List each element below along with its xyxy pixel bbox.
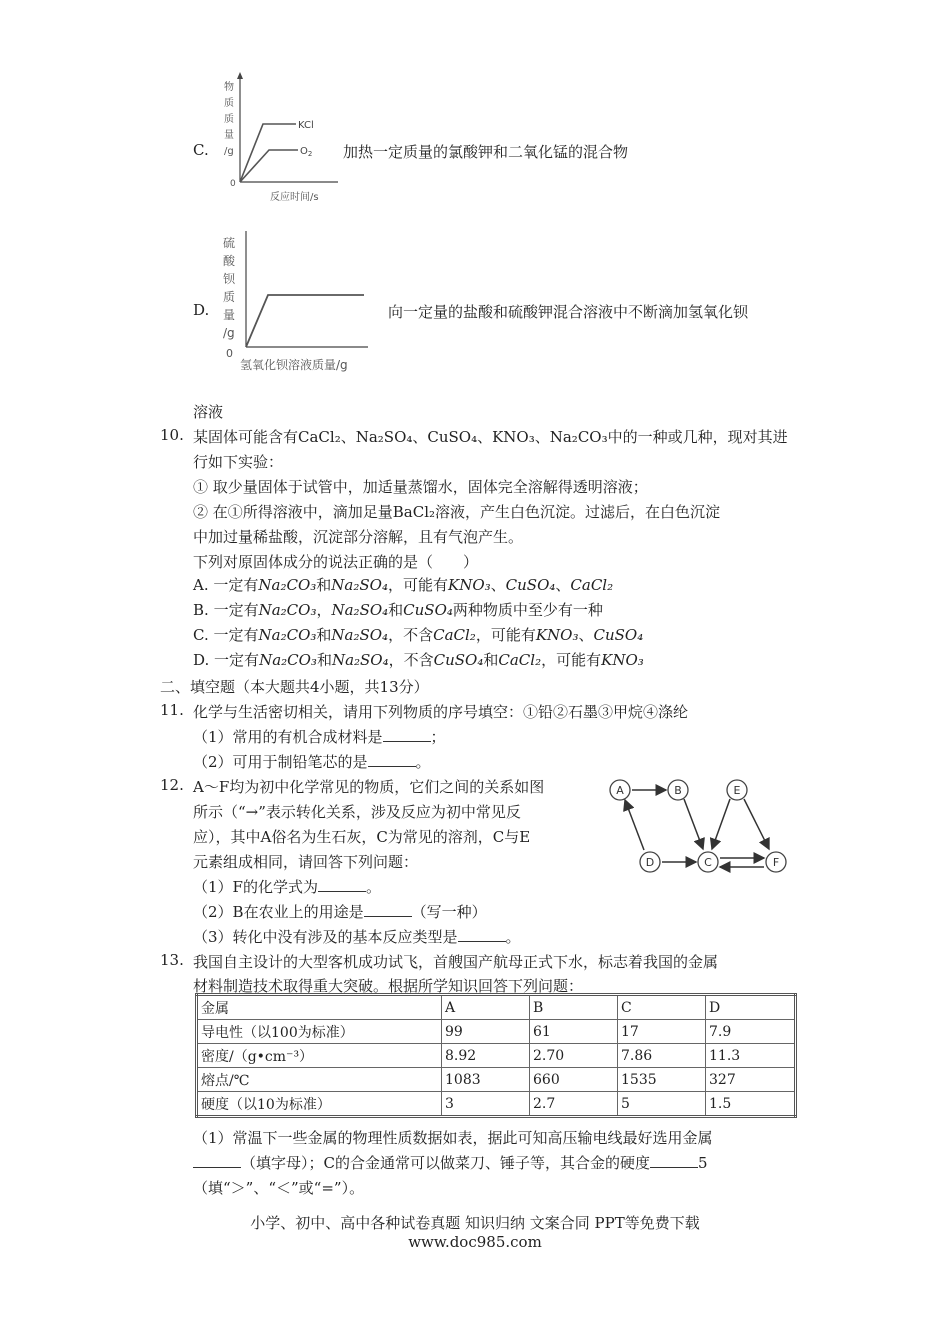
q11-sub-2: （2）可用于制铅笔芯的是 。	[193, 753, 431, 771]
table-cell: 2.7	[530, 1092, 618, 1117]
table-cell: 5	[618, 1092, 706, 1117]
q12-sub-1: （1）F的化学式为 。	[193, 878, 381, 896]
q12-stem-3: 应），其中A俗名为生石灰，C为常见的溶剂，C与E	[193, 828, 531, 846]
table-cell: D	[706, 995, 796, 1020]
node-a	[610, 780, 630, 800]
baso4-graph	[220, 225, 380, 375]
graph-c-xlabel: 反应时间/s	[270, 192, 319, 203]
q12-stem-2: 所示（“→”表示转化关系，涉及反应为初中常见反	[193, 803, 521, 821]
q10-step-2: ② 在①所得溶液中，滴加足量BaCl₂溶液，产生白色沉淀。过滤后，在白色沉淀	[193, 503, 721, 521]
table-cell: 密度/（g•cm⁻³）	[197, 1044, 442, 1068]
q12-sub-3: （3）转化中没有涉及的基本反应类型是 。	[193, 928, 521, 946]
table-cell: 8.92	[442, 1044, 530, 1068]
answer-blank[interactable]	[364, 903, 412, 917]
svg-text:E: E	[733, 784, 741, 797]
table-row	[197, 1068, 796, 1092]
table-cell: 99	[442, 1020, 530, 1044]
node-b	[668, 780, 688, 800]
answer-blank[interactable]	[383, 728, 431, 742]
baso4-line	[246, 295, 364, 347]
q13-sub-1-cont: （填字母）；C的合金通常可以做菜刀、锤子等，其合金的硬度 5	[193, 1152, 708, 1173]
q10-option-a: A. 一定有Na₂CO₃和Na₂SO₄，可能有KNO₃、CuSO₄、CaCl₂	[193, 576, 614, 594]
table-cell: 7.9	[706, 1020, 796, 1044]
answer-blank[interactable]	[318, 878, 366, 892]
q10-question: 下列对原固体成分的说法正确的是（ ）	[193, 553, 479, 571]
node-e	[727, 780, 747, 800]
answer-blank[interactable]	[368, 753, 416, 767]
q13-number: 13.	[160, 951, 184, 969]
svg-text:质: 质	[224, 114, 234, 125]
svg-text:/g: /g	[224, 146, 234, 157]
q12-stem-4: 元素组成相同，请回答下列问题：	[193, 853, 419, 871]
graph-d-ylabel	[223, 235, 236, 340]
node-d	[640, 852, 660, 872]
q11-sub-1: （1）常用的有机合成材料是 ；	[193, 728, 446, 746]
section-2-heading: 二、填空题（本大题共4小题，共13分）	[160, 678, 429, 696]
table-cell: 17	[618, 1020, 706, 1044]
svg-text:硫: 硫	[223, 236, 236, 250]
svg-text:量: 量	[223, 308, 236, 322]
svg-text:物: 物	[224, 82, 234, 93]
table-cell: 7.86	[618, 1044, 706, 1068]
option-d-text-cont: 溶液	[193, 403, 224, 421]
q13-sub-1-end: （填“＞”、“＜”或“=”）。	[193, 1179, 365, 1197]
q12-number: 12.	[160, 776, 184, 794]
node-f	[766, 852, 786, 872]
o2-line	[240, 150, 298, 182]
q11-number: 11.	[160, 701, 184, 719]
table-cell: 61	[530, 1020, 618, 1044]
footer-url[interactable]: www.doc985.com	[408, 1233, 542, 1251]
svg-text:D: D	[645, 856, 655, 869]
table-cell: 1083	[442, 1068, 530, 1092]
table-cell: 3	[442, 1092, 530, 1117]
q10-step-2-cont: 中加过量稀盐酸，沉淀部分溶解，且有气泡产生。	[193, 528, 524, 546]
table-cell: 熔点/℃	[197, 1068, 442, 1092]
table-cell: 金属	[197, 995, 442, 1020]
table-cell: 硬度（以10为标准）	[197, 1092, 442, 1117]
svg-text:质: 质	[223, 290, 236, 304]
table-row	[197, 1044, 796, 1068]
node-c	[698, 852, 718, 872]
svg-text:质: 质	[224, 98, 234, 109]
svg-text:钡: 钡	[223, 272, 236, 286]
table-cell: 2.70	[530, 1044, 618, 1068]
table-cell: 1535	[618, 1068, 706, 1092]
q10-stem-2: 行如下实验：	[193, 453, 284, 471]
table-cell: 660	[530, 1068, 618, 1092]
option-d-text: 向一定量的盐酸和硫酸钾混合溶液中不断滴加氢氧化钡	[388, 303, 749, 321]
option-c-label: C.	[193, 141, 209, 159]
kcl-label: KCl	[298, 120, 314, 131]
table-cell: A	[442, 995, 530, 1020]
q13-stem-1: 我国自主设计的大型客机成功试飞，首艘国产航母正式下水，标志着我国的金属	[193, 953, 719, 971]
graph-d-xlabel: 氢氧化钡溶液质量/g	[240, 358, 348, 372]
answer-blank[interactable]	[193, 1154, 241, 1168]
q10-option-d: D. 一定有Na₂CO₃和Na₂SO₄，不含CuSO₄和CaCl₂，可能有KNO₃	[193, 651, 644, 669]
svg-text:量: 量	[224, 130, 234, 141]
q10-stem-1: 某固体可能含有CaCl₂、Na₂SO₄、CuSO₄、KNO₃、Na₂CO₃中的一种或几种，现对其进	[193, 428, 788, 446]
table-cell: B	[530, 995, 618, 1020]
svg-text:C: C	[704, 856, 712, 869]
graph-c-origin: 0	[230, 179, 236, 189]
graph-d-origin: 0	[226, 347, 233, 360]
graph-c-ylabel	[224, 80, 234, 157]
svg-text:F: F	[772, 856, 780, 869]
q12-sub-2: （2）B在农业上的用途是 （写一种）	[193, 903, 487, 921]
o2-label: $O_2$	[300, 146, 313, 158]
svg-text:酸: 酸	[223, 254, 236, 268]
q10-number: 10.	[160, 426, 184, 444]
svg-text:/g: /g	[223, 326, 235, 340]
table-row	[197, 1020, 796, 1044]
svg-text:A: A	[616, 784, 624, 797]
q10-option-b: B. 一定有Na₂CO₃，Na₂SO₄和CuSO₄两种物质中至少有一种	[193, 601, 603, 619]
table-cell: 11.3	[706, 1044, 796, 1068]
table-cell: C	[618, 995, 706, 1020]
footer-text: 小学、初中、高中各种试卷真题 知识归纳 文案合同 PPT等免费下载	[250, 1214, 700, 1232]
q10-option-c: C. 一定有Na₂CO₃和Na₂SO₄，不含CaCl₂，可能有KNO₃、CuSO₄	[193, 626, 644, 644]
table-row	[197, 1092, 796, 1117]
table-cell: 导电性（以100为标准）	[197, 1020, 442, 1044]
answer-blank[interactable]	[650, 1154, 698, 1168]
metal-properties-table	[195, 993, 797, 1118]
q10-step-1: ① 取少量固体于试管中，加适量蒸馏水，固体完全溶解得透明溶液；	[193, 478, 648, 496]
svg-text:B: B	[674, 784, 682, 797]
table-header-row	[197, 995, 796, 1020]
q13-sub-1: （1）常温下一些金属的物理性质数据如表，据此可知高压输电线最好选用金属	[193, 1129, 713, 1147]
kcl-o2-graph	[220, 70, 350, 205]
answer-blank[interactable]	[458, 928, 506, 942]
q11-stem: 化学与生活密切相关，请用下列物质的序号填空：①铅②石墨③甲烷④涤纶	[193, 703, 689, 721]
table-cell: 1.5	[706, 1092, 796, 1117]
table-cell: 327	[706, 1068, 796, 1092]
q12-stem-1: A～F均为初中化学常见的物质，它们之间的关系如图	[193, 778, 545, 796]
q13-stem-2: 材料制造技术取得重大突破。根据所学知识回答下列问题：	[193, 977, 584, 995]
option-c-text: 加热一定质量的氯酸钾和二氧化锰的混合物	[343, 143, 629, 161]
option-d-label: D.	[193, 301, 210, 319]
relation-diagram	[600, 770, 800, 885]
